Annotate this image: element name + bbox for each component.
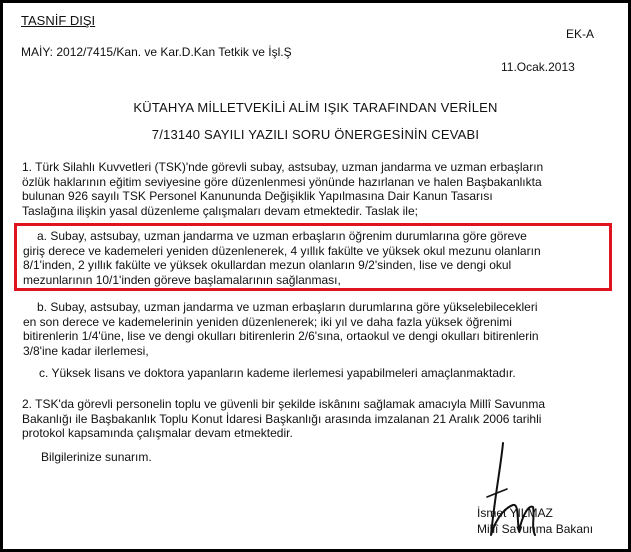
signatory-role: Millî Savunma Bakanı xyxy=(477,522,594,536)
paragraph-1-line: 1. Türk Silahlı Kuvvetleri (TSK)'nde görevli subay, astsubay, uzman jandarma ve uzman erbaşların xyxy=(22,160,544,174)
attachment-label: EK-A xyxy=(566,27,595,41)
item-b-line: b. Subay, astsubay, uzman jandarma ve uzman erbaşların durumlarına göre yükselebilecekleri xyxy=(37,300,538,314)
subject-reference: MAİY: 2012/7415/Kan. ve Kar.D.Kan Tetkik ve İşl.Ş xyxy=(21,45,292,59)
paragraph-2-line: Bakanlığı ile Başbakanlık Toplu Konut İdaresi Başkanlığı arasında imzalanan 21 Aralık 2006 tarihli xyxy=(22,411,542,426)
item-b-line: bitirenlerin 1/4'üne, lise ve dengi okulları bitirenlerin 2/6'sına, ortaokul ve dengi okulları bitirenlerin xyxy=(23,329,539,344)
document-title-line-1: KÜTAHYA MİLLETVEKİLİ ALİM IŞIK TARAFINDAN VERİLEN xyxy=(133,100,498,115)
paragraph-1-line: bulunan 926 sayılı TSK Personel Kanununda Değişiklik Yapılmasına Dair Kanun Tasarısı xyxy=(22,189,493,204)
item-a-line: a. Subay, astsubay, uzman jandarma ve uzman erbaşların öğrenim durumlarına göre göreve xyxy=(37,229,527,243)
item-c: c. Yüksek lisans ve doktora yapanların kademe ilerlemesi yapabilmeleri amaçlanmaktadır. xyxy=(39,366,516,380)
paragraph-1-line: özlük haklarının eğitim seviyesine göre düzenlenmesi yönünde hazırlanan ve halen Başbakanlıkta xyxy=(22,174,542,189)
document-date: 11.Ocak.2013 xyxy=(501,60,575,74)
item-a-line: giriş derece ve kademeleri yeniden düzenlenerek, 4 yıllık fakülte ve yüksek okul mezunu olanların xyxy=(23,243,541,258)
item-b-line: en son derece ve kademelerinin yeniden düzenlenerek; iki yıl ve daha fazla yüksek öğrenimi xyxy=(23,314,512,329)
classification-label: TASNİF DIŞI xyxy=(21,13,96,28)
item-a-line: mezunlarının 10/1'inden göreve başlamalarının sağlanması, xyxy=(23,272,341,287)
item-a-line: 8/1'inden, 2 yıllık fakülte ve yüksek okullardan mezun olanların 9/2'sinden, lise ve dengi okul xyxy=(23,258,512,273)
paragraph-1-line: Taslağına ilişkin yasal düzenleme çalışmaları devam etmektedir. Taslak ile; xyxy=(22,203,418,218)
paragraph-2-line: protokol kapsamında çalışmalar devam etmektedir. xyxy=(22,426,293,441)
document-title-line-2: 7/13140 SAYILI YAZILI SORU ÖNERGESİNİN CEVABI xyxy=(151,127,480,142)
signatory-name: İsmet YILMAZ xyxy=(477,506,553,520)
item-b xyxy=(23,300,609,358)
paragraph-1 xyxy=(22,160,612,218)
closing-greeting: Bilgilerinize sunarım. xyxy=(41,450,152,464)
item-b-line: 3/8'ine kadar ilerlemesi, xyxy=(23,343,149,358)
paragraph-2-line: 2. TSK'da görevli personelin toplu ve güvenli bir şekilde iskânını sağlamak amacıyla Millî Savunma xyxy=(22,397,545,411)
item-a xyxy=(23,229,609,287)
